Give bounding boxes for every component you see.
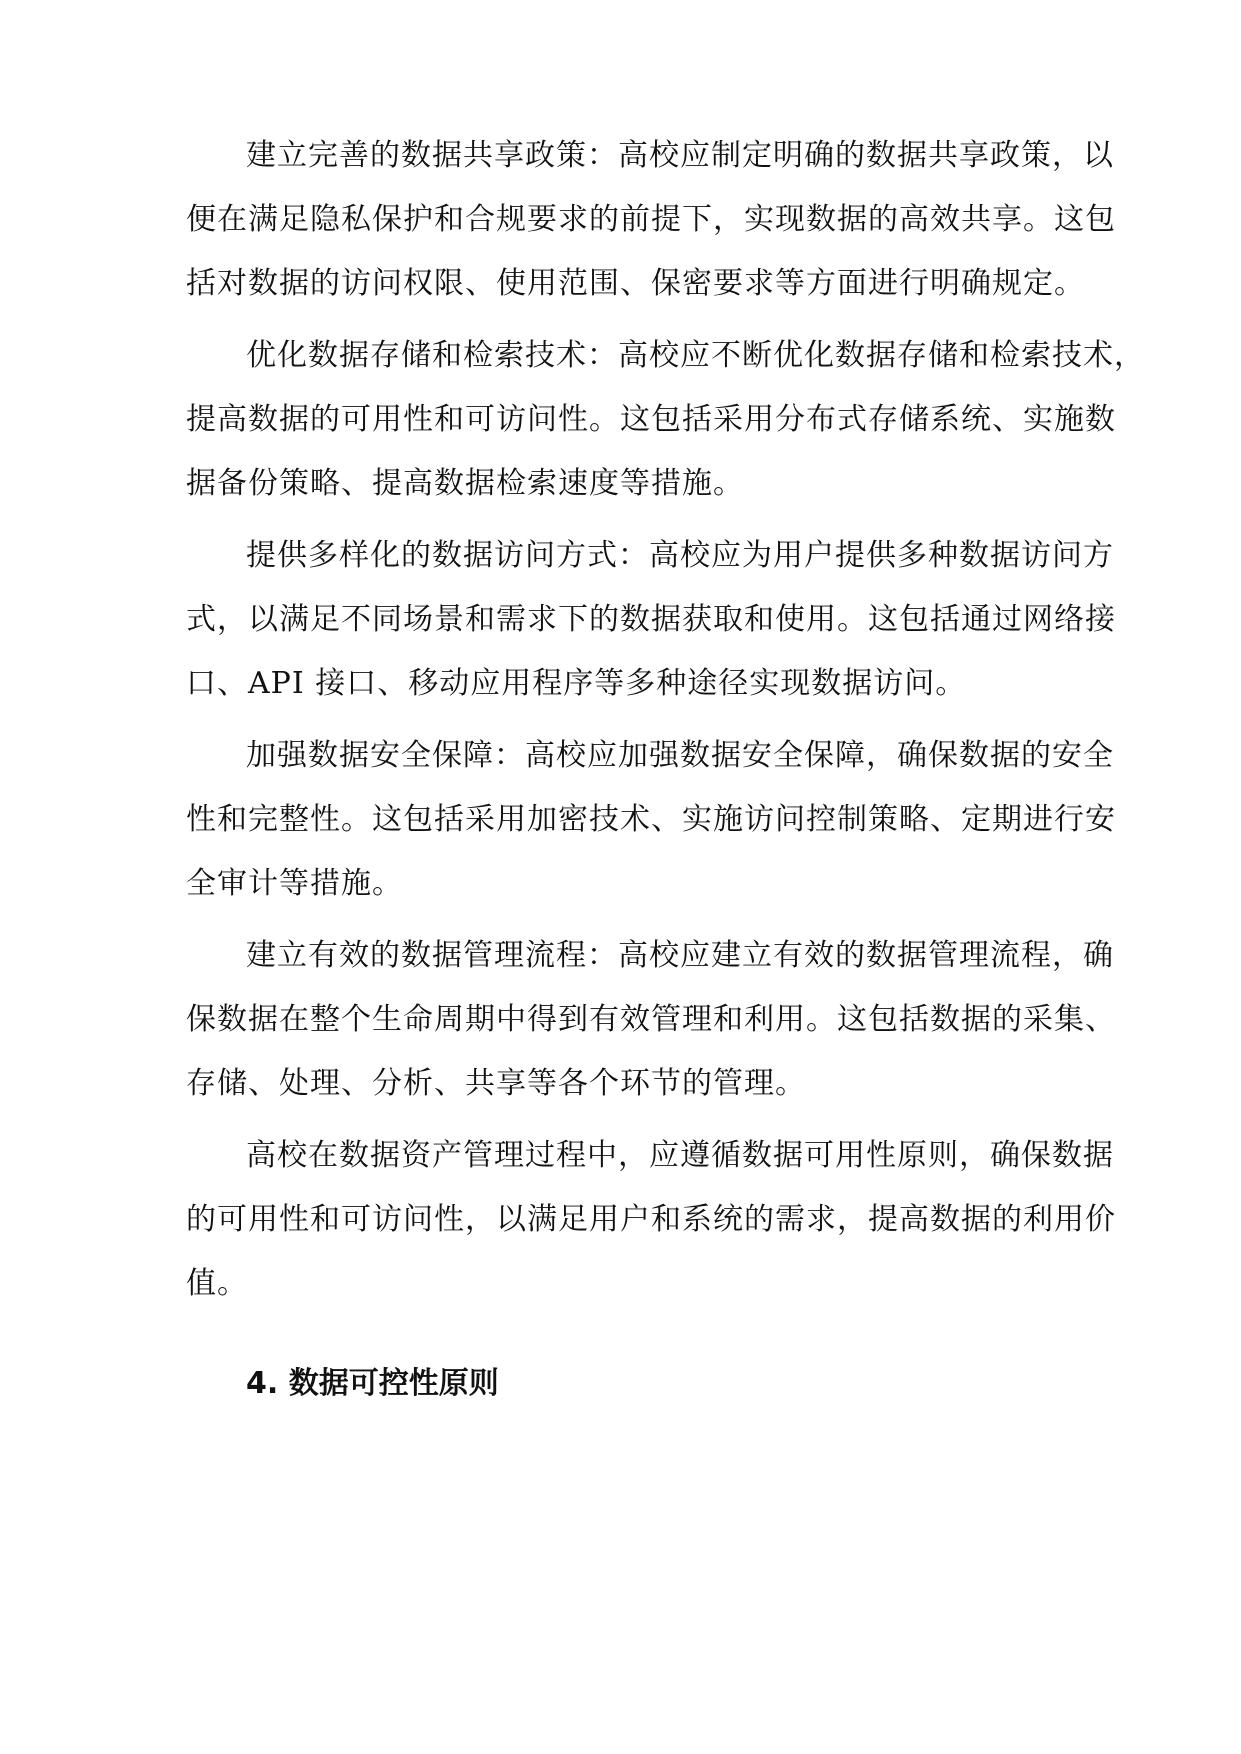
- paragraph-4-line-2: 性和完整性。这包括采用加密技术、实施访问控制策略、定期进行安: [186, 802, 1116, 837]
- paragraph-3-line-3: 口、API 接口、移动应用程序等多种途径实现数据访问。: [186, 666, 967, 701]
- paragraph-2-line-1: 优化数据存储和检索技术：高校应不断优化数据存储和检索技术，: [246, 338, 1145, 373]
- section-heading: 4. 数据可控性原则: [246, 1366, 499, 1401]
- paragraph-4-line-3: 全审计等措施。: [186, 866, 403, 901]
- paragraph-1-line-1: 建立完善的数据共享政策：高校应制定明确的数据共享政策，以: [246, 138, 1114, 173]
- paragraph-2-line-2: 提高数据的可用性和可访问性。这包括采用分布式存储系统、实施数: [186, 402, 1116, 437]
- paragraph-3-line-2: 式，以满足不同场景和需求下的数据获取和使用。这包括通过网络接: [186, 602, 1116, 637]
- paragraph-6-line-3: 值。: [186, 1266, 248, 1301]
- paragraph-1-line-2: 便在满足隐私保护和合规要求的前提下，实现数据的高效共享。这包: [186, 202, 1116, 237]
- paragraph-2-line-3: 据备份策略、提高数据检索速度等措施。: [186, 466, 744, 501]
- paragraph-6-line-2: 的可用性和可访问性，以满足用户和系统的需求，提高数据的利用价: [186, 1202, 1116, 1237]
- paragraph-5-line-2: 保数据在整个生命周期中得到有效管理和利用。这包括数据的采集、: [186, 1002, 1116, 1037]
- paragraph-4-line-1: 加强数据安全保障：高校应加强数据安全保障，确保数据的安全: [246, 738, 1114, 773]
- paragraph-6-line-1: 高校在数据资产管理过程中，应遵循数据可用性原则，确保数据: [246, 1138, 1114, 1173]
- paragraph-1-line-3: 括对数据的访问权限、使用范围、保密要求等方面进行明确规定。: [186, 266, 1085, 301]
- paragraph-5-line-3: 存储、处理、分析、共享等各个环节的管理。: [186, 1066, 806, 1101]
- paragraph-3-line-1: 提供多样化的数据访问方式：高校应为用户提供多种数据访问方: [246, 538, 1114, 573]
- paragraph-5-line-1: 建立有效的数据管理流程：高校应建立有效的数据管理流程，确: [246, 938, 1114, 973]
